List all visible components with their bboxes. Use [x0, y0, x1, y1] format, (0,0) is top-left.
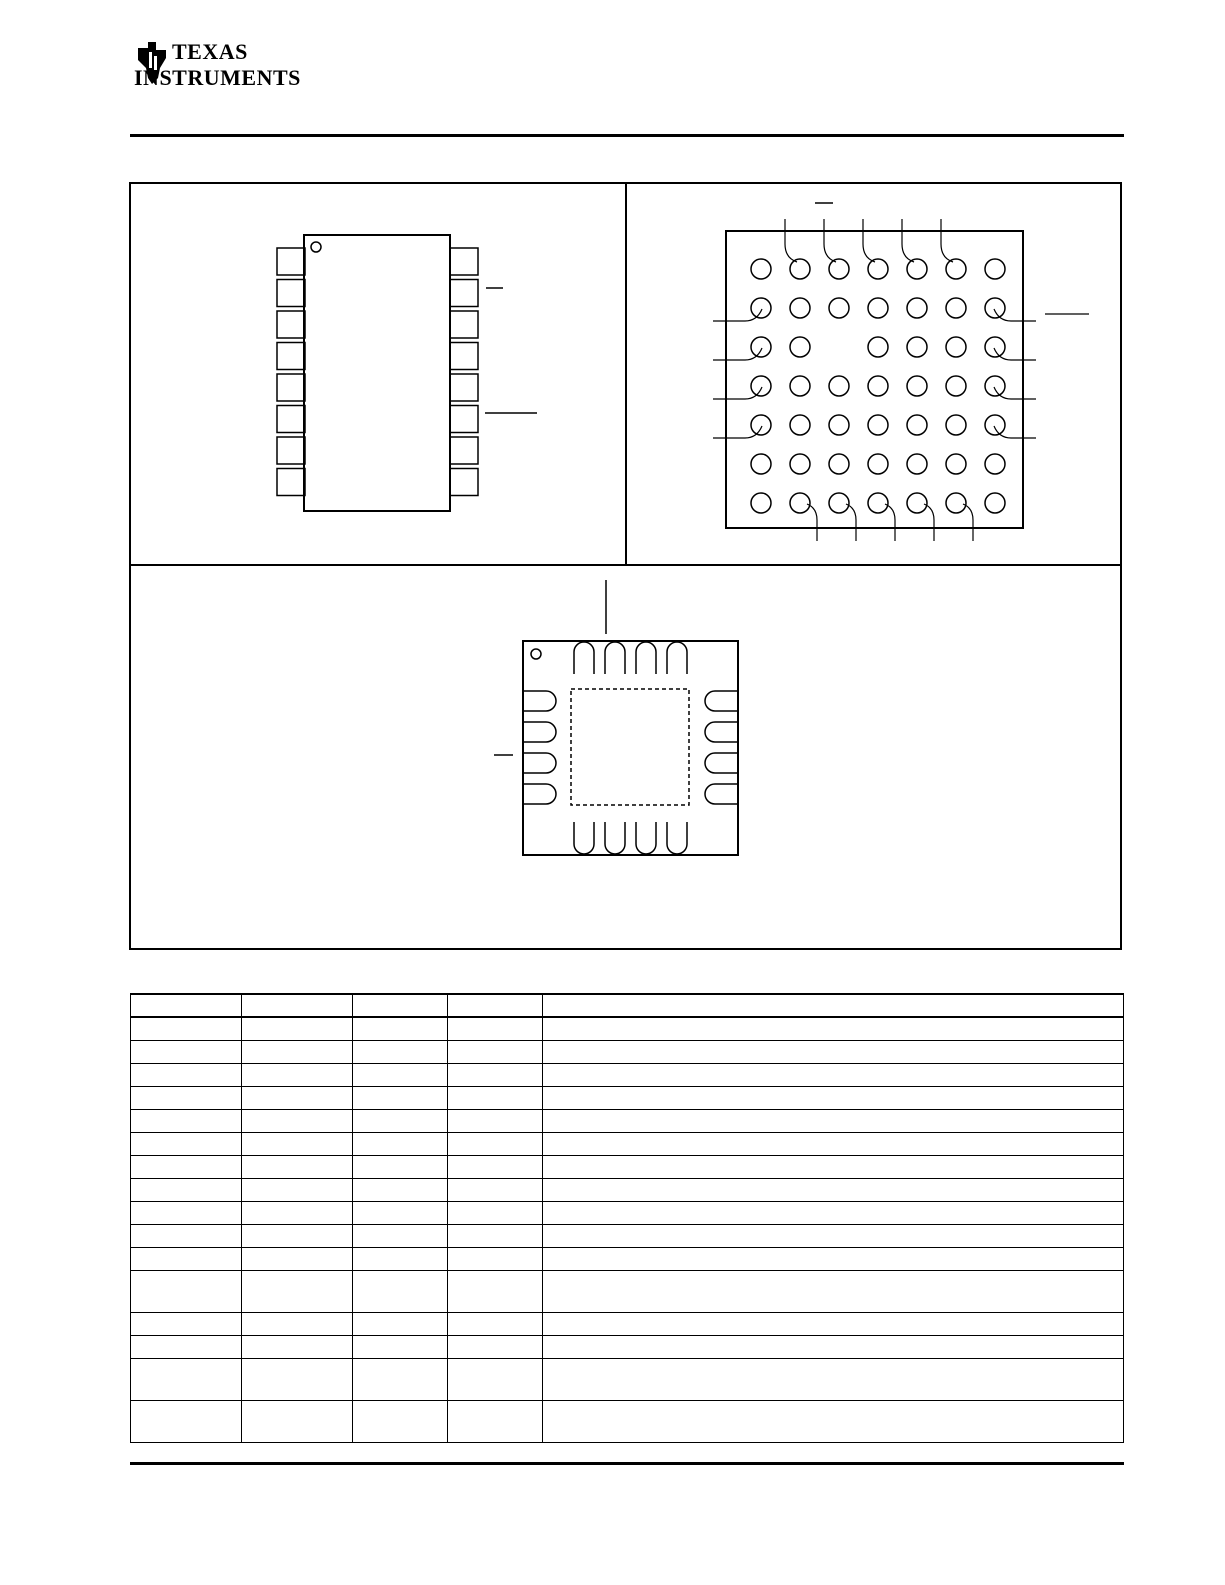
bga-ball: [985, 259, 1005, 279]
tssop-pin-right: [450, 374, 478, 401]
bga-ball: [946, 298, 966, 318]
bga-ball: [829, 493, 849, 513]
bga-ball: [907, 298, 927, 318]
table-cell: [131, 1040, 242, 1063]
bga-ball: [868, 454, 888, 474]
bga-ball: [868, 376, 888, 396]
table-cell: [448, 1270, 543, 1312]
table-cell: [131, 1155, 242, 1178]
table-cell: [242, 1400, 353, 1442]
table-cell: [242, 1155, 353, 1178]
table-cell: [353, 1178, 448, 1201]
bga-package-drawing: [627, 184, 1124, 568]
table-cell: [353, 1312, 448, 1335]
qfn-pad-top: [636, 642, 656, 674]
table-cell: [353, 1155, 448, 1178]
bga-ball: [946, 337, 966, 357]
qfn-pad-left: [524, 753, 556, 773]
bga-ball: [751, 259, 771, 279]
table-cell: [131, 1086, 242, 1109]
table-cell: [353, 1270, 448, 1312]
tssop-package-panel: [129, 182, 627, 566]
bga-ball: [868, 415, 888, 435]
bga-ball: [829, 298, 849, 318]
table-cell: [448, 1155, 543, 1178]
table-cell: [448, 1224, 543, 1247]
qfn-pad-right: [705, 784, 737, 804]
table-cell: [131, 1312, 242, 1335]
bga-ball: [907, 454, 927, 474]
table-cell: [242, 1132, 353, 1155]
bga-ball: [868, 337, 888, 357]
table-row: [131, 1086, 1124, 1109]
footer-rule: [130, 1462, 1124, 1465]
table-cell: [543, 1270, 1124, 1312]
table-cell: [448, 1358, 543, 1400]
qfn-pad-bottom: [667, 822, 687, 854]
tssop-pin-right: [450, 343, 478, 370]
bga-ball: [790, 415, 810, 435]
table-row: [131, 1224, 1124, 1247]
bga-ball: [790, 454, 810, 474]
table-cell: [353, 1247, 448, 1270]
table-row: [131, 1017, 1124, 1040]
table-cell: [131, 1247, 242, 1270]
table-cell: [131, 1063, 242, 1086]
table-cell: [131, 1358, 242, 1400]
table-cell: [543, 994, 1124, 1017]
bga-ball: [751, 454, 771, 474]
bga-package-panel: [625, 182, 1122, 566]
qfn-pad-top: [605, 642, 625, 674]
table-cell: [543, 1017, 1124, 1040]
table-cell: [242, 1086, 353, 1109]
pin-function-table: [130, 993, 1124, 1441]
table-cell: [242, 1312, 353, 1335]
table-cell: [242, 994, 353, 1017]
tssop-pin-left: [277, 343, 305, 370]
table-row: [131, 1040, 1124, 1063]
qfn-pad-right: [705, 691, 737, 711]
table-cell: [131, 1335, 242, 1358]
qfn-pad-top: [667, 642, 687, 674]
table-cell: [131, 1270, 242, 1312]
tssop-pin-left: [277, 280, 305, 307]
table-cell: [543, 1063, 1124, 1086]
table-cell: [448, 1201, 543, 1224]
table-row: [131, 1400, 1124, 1442]
tssop-pin-left: [277, 311, 305, 338]
bga-ball: [985, 376, 1005, 396]
table-cell: [242, 1270, 353, 1312]
table-cell: [543, 1109, 1124, 1132]
table-row: [131, 1109, 1124, 1132]
table-cell: [543, 1400, 1124, 1442]
bga-ball: [946, 454, 966, 474]
table-header-row: [131, 994, 1124, 1017]
table-cell: [543, 1358, 1124, 1400]
table-cell: [448, 1132, 543, 1155]
table-cell: [242, 1178, 353, 1201]
bga-ball: [946, 259, 966, 279]
header-rule: [130, 134, 1124, 137]
bga-ball: [946, 493, 966, 513]
bga-ball: [907, 259, 927, 279]
table-row: [131, 1312, 1124, 1335]
table-cell: [448, 1178, 543, 1201]
bga-ball: [907, 415, 927, 435]
bga-ball: [829, 259, 849, 279]
table-cell: [131, 1400, 242, 1442]
logo-text-texas: TEXAS: [172, 39, 248, 64]
table-cell: [353, 1086, 448, 1109]
bga-ball: [829, 454, 849, 474]
qfn-pad-bottom: [636, 822, 656, 854]
bga-ball: [790, 337, 810, 357]
table-cell: [131, 1017, 242, 1040]
logo-text-instruments: INSTRUMENTS: [134, 65, 301, 90]
tssop-pin-right: [450, 437, 478, 464]
table-cell: [242, 1224, 353, 1247]
qfn-pad-left: [524, 691, 556, 711]
tssop-package-drawing: [131, 184, 629, 568]
table-row: [131, 1178, 1124, 1201]
table-cell: [448, 1247, 543, 1270]
tssop-pin-right: [450, 469, 478, 496]
table-cell: [543, 1155, 1124, 1178]
table-cell: [448, 1017, 543, 1040]
table-cell: [543, 1040, 1124, 1063]
table-cell: [242, 1201, 353, 1224]
table-row: [131, 1335, 1124, 1358]
bga-ball: [751, 337, 771, 357]
table-cell: [353, 1109, 448, 1132]
table-row: [131, 1247, 1124, 1270]
table-cell: [448, 1086, 543, 1109]
table-cell: [131, 1132, 242, 1155]
table-cell: [353, 1017, 448, 1040]
table-row: [131, 1201, 1124, 1224]
qfn-pad-left: [524, 722, 556, 742]
table-cell: [242, 1017, 353, 1040]
bga-ball: [829, 376, 849, 396]
table-cell: [353, 1201, 448, 1224]
bga-ball: [790, 259, 810, 279]
tssop-pin-left: [277, 469, 305, 496]
table-cell: [353, 1224, 448, 1247]
qfn-pad-bottom: [574, 822, 594, 854]
ti-logo: [134, 38, 301, 92]
bga-ball: [907, 376, 927, 396]
bga-ball: [790, 298, 810, 318]
table-row: [131, 1063, 1124, 1086]
bga-ball: [829, 415, 849, 435]
tssop-pin-left: [277, 248, 305, 275]
tssop-pin-left: [277, 437, 305, 464]
table-cell: [353, 1063, 448, 1086]
table-cell: [448, 1109, 543, 1132]
qfn-pad-top: [574, 642, 594, 674]
table-cell: [543, 1247, 1124, 1270]
table-cell: [353, 1400, 448, 1442]
table-cell: [131, 1109, 242, 1132]
qfn-pad-left: [524, 784, 556, 804]
bga-ball: [790, 376, 810, 396]
bga-ball: [868, 493, 888, 513]
bga-ball: [985, 337, 1005, 357]
tssop-pin-right: [450, 311, 478, 338]
table-cell: [242, 1247, 353, 1270]
bga-ball: [946, 376, 966, 396]
table-cell: [448, 1312, 543, 1335]
tssop-pin-right: [450, 406, 478, 433]
tssop-pin-right: [450, 248, 478, 275]
table-cell: [543, 1132, 1124, 1155]
table-cell: [242, 1040, 353, 1063]
bga-ball: [985, 298, 1005, 318]
qfn-pad-bottom: [605, 822, 625, 854]
table-cell: [448, 1063, 543, 1086]
bga-ball: [946, 415, 966, 435]
bga-ball: [907, 493, 927, 513]
bga-ball: [868, 298, 888, 318]
table-cell: [131, 1224, 242, 1247]
qfn-package-panel: [129, 564, 1122, 950]
bga-ball: [751, 376, 771, 396]
table-cell: [543, 1086, 1124, 1109]
table-cell: [353, 1335, 448, 1358]
table-row: [131, 1270, 1124, 1312]
bga-ball: [751, 298, 771, 318]
table-cell: [242, 1335, 353, 1358]
table-cell: [131, 994, 242, 1017]
bga-ball: [868, 259, 888, 279]
table-cell: [448, 1400, 543, 1442]
bga-ball: [751, 415, 771, 435]
tssop-pin-left: [277, 406, 305, 433]
table-cell: [448, 1335, 543, 1358]
bga-ball: [907, 337, 927, 357]
qfn-package-drawing: [131, 566, 1124, 952]
table-cell: [543, 1201, 1124, 1224]
qfn-pad-right: [705, 753, 737, 773]
table-cell: [242, 1063, 353, 1086]
table-row: [131, 1132, 1124, 1155]
tssop-pin-right: [450, 280, 478, 307]
table-row: [131, 1358, 1124, 1400]
table-cell: [543, 1335, 1124, 1358]
bga-ball: [985, 454, 1005, 474]
table-cell: [448, 1040, 543, 1063]
table-cell: [242, 1109, 353, 1132]
table-cell: [242, 1358, 353, 1400]
table-cell: [131, 1178, 242, 1201]
table-cell: [543, 1178, 1124, 1201]
qfn-pad-right: [705, 722, 737, 742]
tssop-pin-left: [277, 374, 305, 401]
table-cell: [353, 1040, 448, 1063]
table-cell: [543, 1224, 1124, 1247]
bga-ball: [985, 493, 1005, 513]
table-cell: [543, 1312, 1124, 1335]
table-cell: [448, 994, 543, 1017]
bga-ball: [790, 493, 810, 513]
table-cell: [353, 1358, 448, 1400]
table-cell: [131, 1201, 242, 1224]
table-cell: [353, 994, 448, 1017]
bga-ball: [751, 493, 771, 513]
bga-ball: [985, 415, 1005, 435]
table-cell: [353, 1132, 448, 1155]
table-row: [131, 1155, 1124, 1178]
